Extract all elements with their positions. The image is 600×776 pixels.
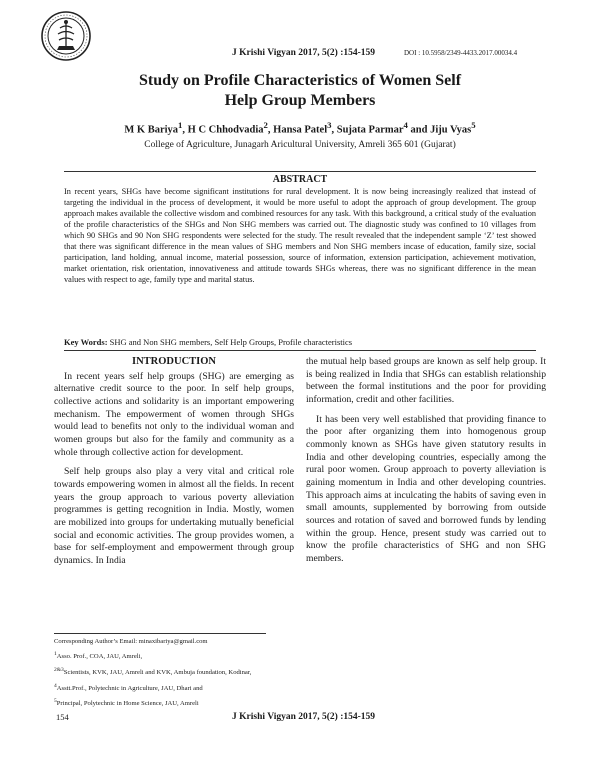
footnote-sup: 2&3 <box>54 667 64 673</box>
footnote-sup: 1 <box>54 651 57 658</box>
author-name: M K Bariya <box>124 124 179 136</box>
footnote-sup: 5 <box>54 698 57 705</box>
author-sup: 5 <box>471 120 476 130</box>
paragraph: Self help groups also play a very vital and critical role towards empowering women in almost all the fields. In recent years the group approach to various poverty alleviation programmes is getting recognition in India. Mostly, women are mobilized into groups for undertaking mutually beneficial social and economic activities. The group provides women, a base for self-employment and empowerment through group dynamics. In India <box>54 466 294 566</box>
paragraph: the mutual help based groups are known as self help group. It is being realized in India that SHGs can establish relationship between the formal institutions and the poor for providing information, credit and other facilities. <box>306 356 546 405</box>
page-number: 154 <box>56 712 69 722</box>
abstract-heading: ABSTRACT <box>272 174 328 185</box>
author-sup: 3 <box>327 120 332 130</box>
footnote-sup: 4 <box>54 682 57 689</box>
footnote-text: Scientists, KVK, JAU, Amreli and KVK, Ambuja foundation, Kodinar, <box>63 669 252 677</box>
abstract-top-rule <box>64 171 536 172</box>
footnote-text: Asstt.Prof., Polytechnic in Agriculture, JAU, Dhari and <box>56 684 203 692</box>
paragraph: In recent years self help groups (SHG) are emerging as alternative credit source to the poor. In self help groups, collective actions and solidarity is an important empowering mechanism. The empowerment of women through SHGs would lead to benefits not only to the individual woman and women groups but also for the family and community as a whole through collective action for development. <box>54 370 294 458</box>
title-line-2: Help Group Members <box>224 92 376 109</box>
paper-title <box>60 71 540 111</box>
journal-header: J Krishi Vigyan 2017, 5(2) :154-159 <box>232 48 376 58</box>
footnote <box>54 648 354 664</box>
section-heading-introduction: INTRODUCTION <box>131 356 216 367</box>
title-line-1: Study on Profile Characteristics of Women Self <box>138 72 462 89</box>
affiliation: College of Agriculture, Junagarh Aricultural University, Amreli 365 601 (Gujarat) <box>144 140 456 150</box>
keywords-text: SHG and Non SHG members, Self Help Groups, Profile characteristics <box>107 337 353 347</box>
keywords <box>64 337 536 347</box>
footnote-text: Corresponding Author’s Email: minaxibariya@gmail.com <box>54 638 208 645</box>
footnote-rule <box>54 633 266 634</box>
footnote-text: Asso. Prof., COA, JAU, Amreli, <box>56 653 143 661</box>
keywords-label: Key Words: <box>64 337 108 347</box>
footnote <box>54 664 354 680</box>
author-name: Hansa Patel <box>273 124 328 136</box>
right-column <box>306 356 546 573</box>
footnote <box>54 635 354 648</box>
keywords-rule <box>64 350 536 351</box>
author-name: H C Chhodvadia <box>187 124 264 136</box>
paragraph: It has been very well established that providing finance to the poor after organizing them into homogenous group commonly known as SHGs have given statutory results in India and other developing countries, especially among the rural poor women. Group approach to poverty alleviation is gaining momentum in India and other developing countries. This approach aims at inculcating the habits of saving even in small amounts, supplemented by borrowing from outside sources and rotation of saved and borrowed funds by lending within the group. Hence, present study was carried out to know the profile characteristics of SHG and non SHG members. <box>306 413 546 564</box>
author-sup: 1 <box>178 120 183 130</box>
left-column <box>54 356 294 575</box>
footnotes <box>54 635 354 711</box>
author-name: Sujata Parmar <box>336 124 404 136</box>
abstract-text: In recent years, SHGs have become significant institutions for rural development. It is now being increasingly realized that instead of targeting the individual in the process of development, it would be more useful to adopt the approach of group development. The group approach makes available the collective wisdom and combined resources for any task. With this background, a critical study of the evaluation of the profile characteristics of the SHGs and Non SHG members was carried out. The diagnostic study was confined to 10 villages from which 90 SHGs and 90 Non SHG respondents were selected for the study. The result revealed that the independent sample ‘Z’ test showed that there was significant difference in the mean values of SHG members and Non SHG members incase of education, family size, social participation, land holding, annual income, material possession, source of information, extension participation, achievement motivation, market orientation, risk orientation, innovativeness and attitude towards SHGs whereas, there was no significant difference in the mean values with respect to age, family type and marital status. <box>64 187 536 285</box>
author-name: Jiju Vyas <box>430 124 472 136</box>
author-sup: 4 <box>403 120 408 130</box>
footer-journal: J Krishi Vigyan 2017, 5(2) :154-159 <box>232 712 376 722</box>
author-list: M K Bariya$^1$, H C Chhodvadia$^2$, Hansa Patel$^3$, Sujata Parmar$^4$ and Jiju Vyas$^5$ <box>124 120 476 136</box>
footnote <box>54 680 354 696</box>
footnote-text: Principal, Polytechnic in Home Science, JAU, Amreli <box>56 700 199 708</box>
footnote <box>54 695 354 711</box>
author-sup: 2 <box>263 120 268 130</box>
institution-seal-icon <box>40 10 92 62</box>
doi: DOI : 10.5958/2349-4433.2017.00034.4 <box>404 49 518 57</box>
